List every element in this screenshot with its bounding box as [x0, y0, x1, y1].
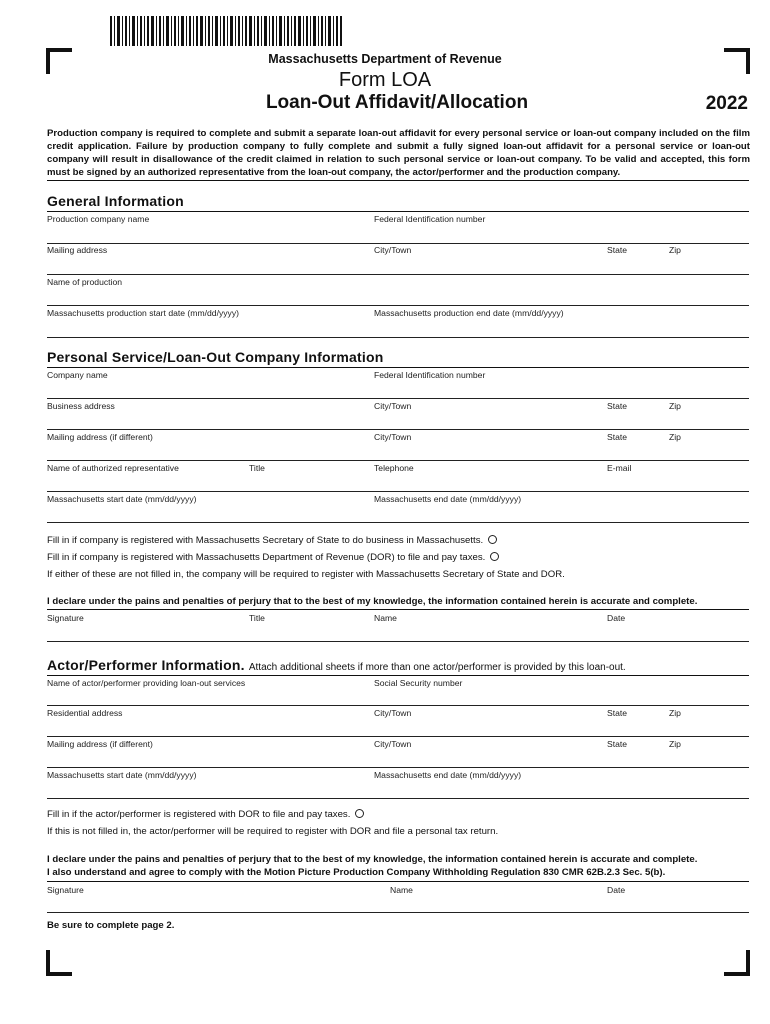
- production-fein-field[interactable]: Federal Identification number: [374, 214, 486, 224]
- tax-year: 2022: [705, 93, 748, 114]
- company-signature-name-field[interactable]: Name: [374, 613, 397, 623]
- actor-mailing-state-field[interactable]: State: [607, 739, 628, 749]
- section-heading-personal-service: Personal Service/Loan-Out Company Information: [47, 349, 384, 365]
- divider: [47, 641, 749, 642]
- divider: [47, 767, 749, 768]
- production-mailing-address-field[interactable]: Mailing address: [47, 245, 108, 255]
- actor-mailing-address-field[interactable]: Mailing address (if different): [47, 739, 153, 749]
- company-mailing-city-field[interactable]: City/Town: [374, 432, 412, 442]
- divider: [47, 736, 749, 737]
- actor-end-date-field[interactable]: Massachusetts end date (mm/dd/yyyy): [374, 770, 522, 780]
- actor-mailing-city-field[interactable]: City/Town: [374, 739, 412, 749]
- dor-registration-text: Fill in if company is registered with Massachusetts Department of Revenue (DOR) to file and pay taxes.: [47, 552, 486, 563]
- actor-signature-name-field[interactable]: Name: [390, 885, 413, 895]
- divider: [47, 609, 749, 610]
- company-declaration: I declare under the pains and penalties of perjury that to the best of my knowledge, the information contained herein is accurate and complete.: [47, 596, 698, 607]
- divider: [47, 491, 749, 492]
- actor-withholding-agreement: I also understand and agree to comply with the Motion Picture Production Company Withholding Regulation 830 CMR 62B.2.3 Sec. 5(b).: [47, 867, 666, 878]
- company-end-date-field[interactable]: Massachusetts end date (mm/dd/yyyy): [374, 494, 522, 504]
- actor-ssn-field[interactable]: Social Security number: [374, 678, 463, 688]
- registration-mark-bottom-right: [724, 950, 750, 976]
- company-mailing-state-field[interactable]: State: [607, 432, 628, 442]
- divider: [47, 398, 749, 399]
- divider: [47, 522, 749, 523]
- actor-heading-note: Attach additional sheets if more than one actor/performer is provided by this loan-out.: [248, 662, 626, 673]
- divider: [47, 367, 749, 368]
- divider: [47, 460, 749, 461]
- section-heading-general: General Information: [47, 193, 184, 209]
- actor-registration-note: If this is not filled in, the actor/performer will be required to register with DOR and file a personal tax return.: [47, 826, 499, 837]
- form-name: Form LOA: [338, 69, 432, 91]
- sos-registration-radio[interactable]: [488, 535, 497, 544]
- divider: [47, 705, 749, 706]
- production-end-date-field[interactable]: Massachusetts production end date (mm/dd/yyyy): [374, 308, 564, 318]
- company-mailing-zip-field[interactable]: Zip: [669, 432, 681, 442]
- barcode: [108, 16, 344, 48]
- actor-dor-registration-radio[interactable]: [355, 809, 364, 818]
- instructions-paragraph: Production company is required to complete and submit a separate loan-out affidavit for every personal service or loan-out company included on the film credit application. Failure by production company to fully complete and submit a fully signed loan-out affidavit for a personal service or loan-out company will result in disallowance of the credit claimed in relation to such personal service or loan-out company. To be valid and accepted, this form must be signed by an authorized representative from the loan-out company, the actor/performer and the production company.: [47, 128, 750, 178]
- actor-dor-registration-text: Fill in if the actor/performer is registered with DOR to file and pay taxes.: [47, 809, 351, 820]
- actor-name-field[interactable]: Name of actor/performer providing loan-out services: [47, 678, 246, 688]
- production-company-name-field[interactable]: Production company name: [47, 214, 150, 224]
- sos-registration-text: Fill in if company is registered with Massachusetts Secretary of State to do business in Massachusetts.: [47, 535, 484, 546]
- actor-start-date-field[interactable]: Massachusetts start date (mm/dd/yyyy): [47, 770, 197, 780]
- company-name-field[interactable]: Company name: [47, 370, 108, 380]
- divider: [47, 798, 749, 799]
- divider: [47, 881, 749, 882]
- actor-residential-state-field[interactable]: State: [607, 708, 628, 718]
- divider: [47, 305, 749, 306]
- business-state-field[interactable]: State: [607, 401, 628, 411]
- divider: [47, 180, 749, 181]
- telephone-field[interactable]: Telephone: [374, 463, 414, 473]
- divider: [47, 429, 749, 430]
- dor-registration-line: [47, 552, 499, 563]
- production-state-field[interactable]: State: [607, 245, 628, 255]
- business-address-field[interactable]: Business address: [47, 401, 115, 411]
- company-start-date-field[interactable]: Massachusetts start date (mm/dd/yyyy): [47, 494, 197, 504]
- email-field[interactable]: E-mail: [607, 463, 632, 473]
- production-zip-field[interactable]: Zip: [669, 245, 681, 255]
- actor-residential-address-field[interactable]: Residential address: [47, 708, 123, 718]
- company-mailing-address-field[interactable]: Mailing address (if different): [47, 432, 153, 442]
- sos-registration-line: [47, 535, 497, 546]
- production-start-date-field[interactable]: Massachusetts production start date (mm/dd/yyyy): [47, 308, 239, 318]
- name-of-production-field[interactable]: Name of production: [47, 277, 122, 287]
- actor-residential-city-field[interactable]: City/Town: [374, 708, 412, 718]
- divider: [47, 675, 749, 676]
- actor-signature-date-field[interactable]: Date: [607, 885, 626, 895]
- divider: [47, 211, 749, 212]
- divider: [47, 274, 749, 275]
- representative-title-field[interactable]: Title: [249, 463, 265, 473]
- production-city-field[interactable]: City/Town: [374, 245, 412, 255]
- divider: [47, 337, 749, 338]
- business-zip-field[interactable]: Zip: [669, 401, 681, 411]
- actor-heading-text: Actor/Performer Information.: [47, 657, 245, 673]
- complete-page-two-note: Be sure to complete page 2.: [47, 920, 175, 931]
- company-signature-field[interactable]: Signature: [47, 613, 84, 623]
- actor-residential-zip-field[interactable]: Zip: [669, 708, 681, 718]
- section-heading-actor: [47, 657, 626, 673]
- company-signature-date-field[interactable]: Date: [607, 613, 626, 623]
- department-name: Massachusetts Department of Revenue: [268, 52, 502, 66]
- company-fein-field[interactable]: Federal Identification number: [374, 370, 486, 380]
- business-city-field[interactable]: City/Town: [374, 401, 412, 411]
- actor-signature-field[interactable]: Signature: [47, 885, 84, 895]
- actor-dor-registration-line: [47, 809, 364, 820]
- divider: [47, 243, 749, 244]
- authorized-representative-field[interactable]: Name of authorized representative: [47, 463, 179, 473]
- company-signature-title-field[interactable]: Title: [249, 613, 265, 623]
- form-title: Loan-Out Affidavit/Allocation: [265, 92, 529, 113]
- dor-registration-radio[interactable]: [490, 552, 499, 561]
- registration-mark-bottom-left: [46, 950, 72, 976]
- actor-declaration: I declare under the pains and penalties of perjury that to the best of my knowledge, the information contained herein is accurate and complete.: [47, 854, 698, 865]
- actor-mailing-zip-field[interactable]: Zip: [669, 739, 681, 749]
- registration-note: If either of these are not filled in, the company will be required to register with Massachusetts Secretary of State and DOR.: [47, 569, 565, 580]
- divider: [47, 912, 749, 913]
